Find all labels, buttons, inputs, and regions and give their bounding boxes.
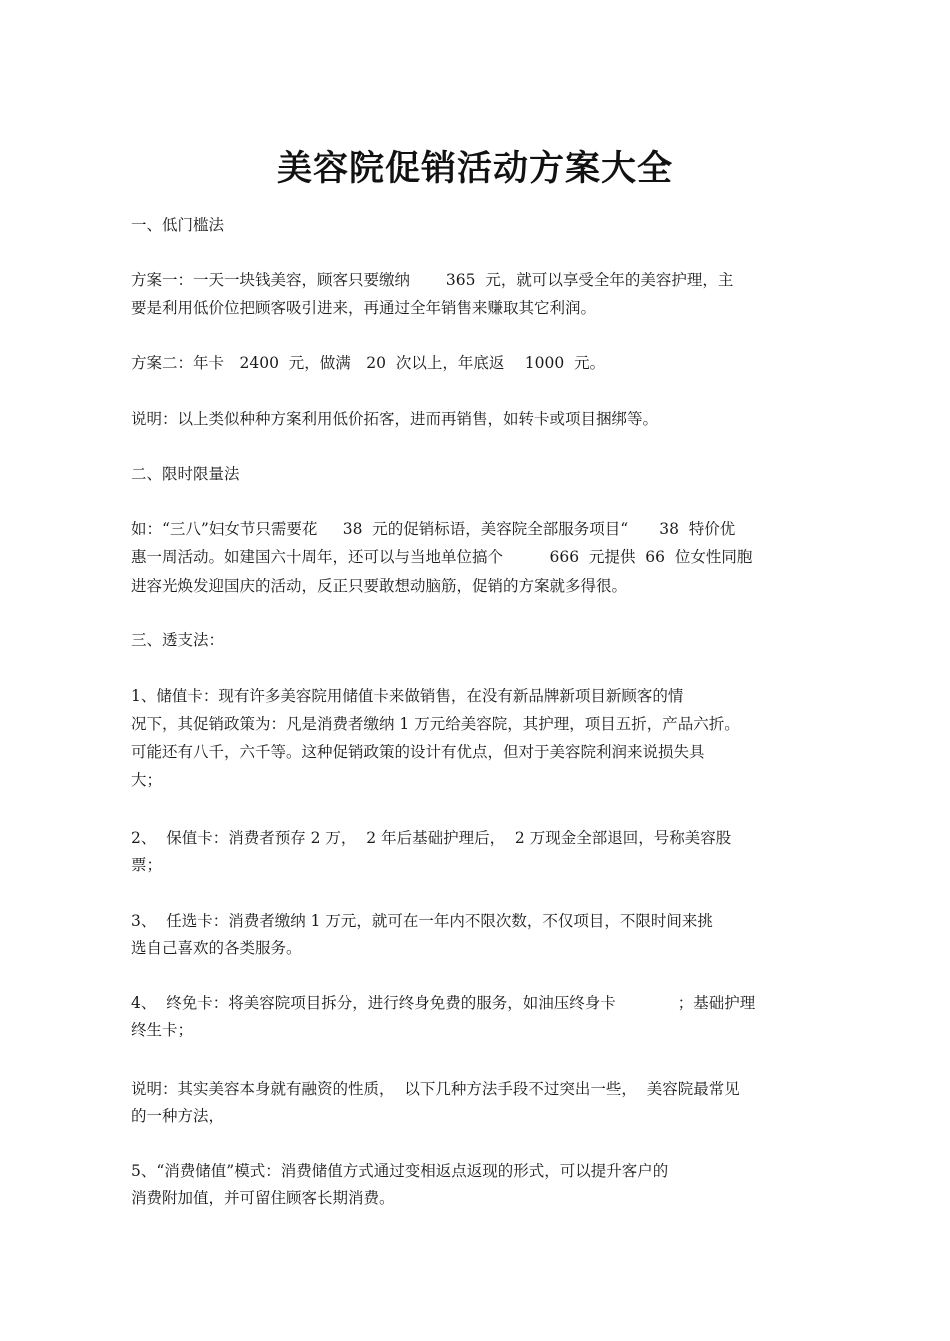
list-item-line: 大； xyxy=(131,771,163,789)
section-heading-3: 三、透支法： xyxy=(131,631,225,649)
paragraph-line: 方案一：一天一块钱美容，顾客只要缴纳 365 元，就可以享受全年的美容护理，主 xyxy=(131,271,734,289)
list-item-line: 2、 保值卡：消费者预存 2 万， 2 年后基础护理后， 2 万现金全部退回，号称美容股 xyxy=(131,829,732,847)
list-item-line: 消费附加值，并可留住顾客长期消费。 xyxy=(131,1189,395,1207)
list-item-line: 终生卡； xyxy=(131,1021,194,1039)
section-heading-1: 一、低门槛法 xyxy=(131,216,225,234)
list-item-line: 况下，其促销政策为：凡是消费者缴纳 1 万元给美容院，其护理，项目五折，产品六折。 xyxy=(131,715,740,733)
list-item-line: 1、储值卡：现有许多美容院用储值卡来做销售，在没有新品牌新项目新顾客的情 xyxy=(131,687,684,705)
paragraph-line: 说明：其实美容本身就有融资的性质， 以下几种方法手段不过突出一些， 美容院最常见 xyxy=(131,1080,740,1098)
paragraph-line: 如：“三八”妇女节只需要花 38 元的促销标语，美容院全部服务项目“ 38 特价优 xyxy=(131,520,736,538)
list-item-line: 4、 终免卡：将美容院项目拆分，进行终身免费的服务，如油压终身卡 ；基础护理 xyxy=(131,994,756,1012)
paragraph-line: 惠一周活动。如建国六十周年，还可以与当地单位搞个 666 元提供 66 位女性同胞 xyxy=(131,548,753,566)
paragraph-line: 要是利用低价位把顾客吸引进来，再通过全年销售来赚取其它利润。 xyxy=(131,299,597,317)
list-item-line: 票； xyxy=(131,856,163,874)
paragraph-line: 说明：以上类似种种方案利用低价拓客，进而再销售，如转卡或项目捆绑等。 xyxy=(131,410,659,428)
paragraph-line: 方案二：年卡 2400 元，做满 20 次以上，年底返 1000 元。 xyxy=(131,354,606,372)
list-item-line: 可能还有八千，六千等。这种促销政策的设计有优点，但对于美容院利润来说损失具 xyxy=(131,743,705,761)
document-title: 美容院促销活动方案大全 xyxy=(276,148,673,190)
list-item-line: 5、“消费储值”模式：消费储值方式通过变相返点返现的形式，可以提升客户的 xyxy=(131,1162,669,1180)
paragraph-line: 进容光焕发迎国庆的活动，反正只要敢想动脑筋，促销的方案就多得很。 xyxy=(131,577,628,595)
list-item-line: 选自己喜欢的各类服务。 xyxy=(131,939,302,957)
paragraph-line: 的一种方法， xyxy=(131,1107,225,1125)
section-heading-2: 二、限时限量法 xyxy=(131,465,240,483)
list-item-line: 3、 任选卡：消费者缴纳 1 万元，就可在一年内不限次数，不仅项目，不限时间来挑 xyxy=(131,912,713,930)
